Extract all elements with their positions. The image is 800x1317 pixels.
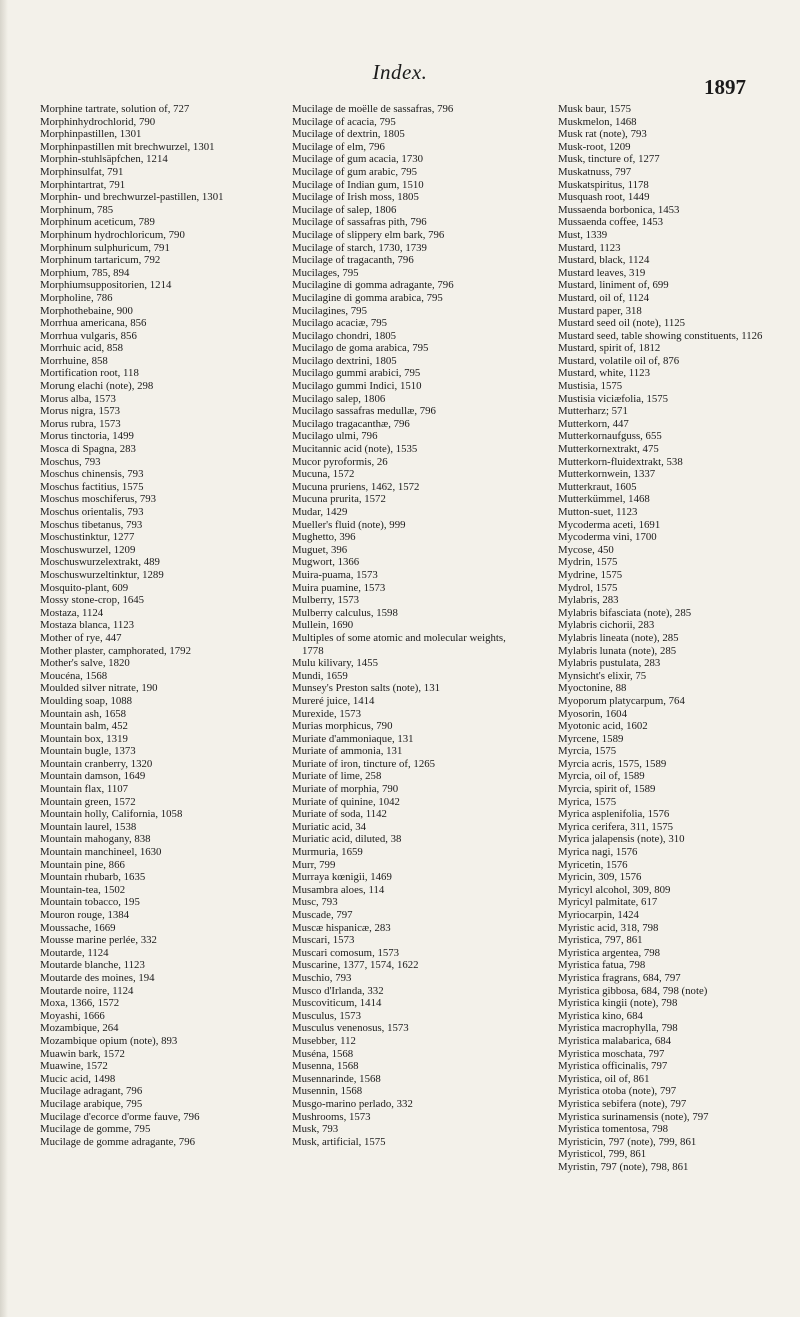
index-entry: Musk, artificial, 1575: [292, 1135, 386, 1148]
index-entry: Mylabris lunata (note), 285: [558, 644, 677, 657]
index-entry: Mucuna pruriens, 1462, 1572: [292, 480, 420, 493]
index-entry: Mucuna, 1572: [292, 468, 355, 481]
index-entry: Mustard leaves, 319: [558, 266, 646, 279]
index-entry: Mother plaster, camphorated, 1792: [40, 644, 191, 657]
index-entry: Myristica macrophylla, 798: [558, 1022, 678, 1035]
index-entry: Muskmelon, 1468: [558, 115, 637, 128]
index-entry: Mountain manchineel, 1630: [40, 846, 162, 859]
index-entry: Moutarde noire, 1124: [40, 984, 134, 997]
index-entry: Munsey's Preston salts (note), 131: [292, 682, 440, 695]
index-entry: Morphinum tartaricum, 792: [40, 254, 161, 267]
index-entry: Murraya kœnigii, 1469: [292, 871, 392, 884]
index-entry: Myristica argentea, 798: [558, 946, 661, 959]
index-entry: Mylabris bifasciata (note), 285: [558, 606, 692, 619]
index-entry: Murias morphicus, 790: [292, 720, 393, 733]
index-entry: Morphintartrat, 791: [40, 178, 126, 191]
index-entry: Moschus factitius, 1575: [40, 480, 144, 493]
index-entry: Mutterkornextrakt, 475: [558, 443, 659, 456]
index-entry: Mountain mahogany, 838: [40, 833, 151, 846]
index-entry: Mueller's fluid (note), 999: [292, 518, 406, 531]
index-entry: Muséna, 1568: [292, 1047, 354, 1060]
index-entry: Musculus venenosus, 1573: [292, 1022, 409, 1035]
index-entry: Mydrin, 1575: [558, 556, 618, 569]
index-entry: Muriatic acid, diluted, 38: [292, 833, 402, 846]
index-entry: Mucilage arabique, 795: [40, 1097, 143, 1110]
index-entry: Mylabris cichorii, 283: [558, 619, 655, 632]
index-entry: Musk baur, 1575: [558, 103, 632, 115]
index-entry: Mureré juice, 1414: [292, 694, 375, 707]
index-entry: Mucilage of tragacanth, 796: [292, 254, 414, 267]
index-entry: Myoctonine, 88: [558, 682, 627, 695]
index-entry: Mozambique opium (note), 893: [40, 1034, 178, 1047]
index-entry: Morrhuine, 858: [40, 354, 108, 367]
index-entry: Muriate of soda, 1142: [292, 808, 387, 821]
index-entry: Mutterkümmel, 1468: [558, 493, 650, 506]
running-title: Index.: [372, 60, 428, 84]
index-entry: Mustisia, 1575: [558, 380, 623, 393]
index-entry: Mucilago ulmi, 796: [292, 430, 378, 443]
index-entry: Mossy stone-crop, 1645: [40, 594, 145, 607]
index-entry: Morphinsulfat, 791: [40, 165, 124, 178]
index-entry: Myotonic acid, 1602: [558, 720, 648, 733]
index-entry: Morphinpastillen mit brechwurzel, 1301: [40, 140, 215, 153]
index-entry: Mucilagine di gomma arabica, 795: [292, 291, 443, 304]
index-entry: Myristica tomentosa, 798: [558, 1123, 669, 1136]
index-entry: Muriate of quinine, 1042: [292, 795, 400, 808]
index-entry: Myricyl alcohol, 309, 809: [558, 883, 671, 896]
index-entry: Mucilagines, 795: [292, 304, 367, 317]
index-entry: Mulberry calculus, 1598: [292, 606, 398, 619]
index-entry: Myristica moschata, 797: [558, 1047, 665, 1060]
index-entry: Murr, 799: [292, 858, 336, 871]
index-entry: Mucilage de moëlle de sassafras, 796: [292, 103, 454, 115]
index-entry: Myristica kingii (note), 798: [558, 997, 678, 1010]
index-entry: Mountain balm, 452: [40, 720, 128, 733]
index-entry: Mucilages, 795: [292, 266, 359, 279]
index-entry: Myristica sebifera (note), 797: [558, 1097, 687, 1110]
index-entry: Myricyl palmitate, 617: [558, 896, 658, 909]
index-entry: Muscari, 1573: [292, 934, 355, 947]
index-entry: Musennarinde, 1568: [292, 1072, 381, 1085]
index-entry: Morung elachi (note), 298: [40, 380, 154, 393]
index-column-2: [292, 103, 527, 1148]
index-entry: Musebber, 112: [292, 1034, 356, 1047]
index-entry: Myrcia, 1575: [558, 745, 617, 758]
index-entry: Mutterkorn-fluidextrakt, 538: [558, 455, 683, 468]
index-entry: Mucilage adragant, 796: [40, 1085, 143, 1098]
index-entry: Mylabris lineata (note), 285: [558, 631, 679, 644]
index-column-1: [40, 103, 270, 1148]
index-entry: Mountain box, 1319: [40, 732, 128, 745]
page-edge-shadow: [0, 0, 8, 1317]
index-entry: Mustard, spirit of, 1812: [558, 342, 661, 355]
index-entry: Moschus, 793: [40, 455, 101, 468]
index-entry: Mucilago acaciæ, 795: [292, 317, 388, 330]
index-entry: Mustard, volatile oil of, 876: [558, 354, 680, 367]
index-entry: Morus nigra, 1573: [40, 405, 121, 418]
index-entry: Mutterkornaufguss, 655: [558, 430, 662, 443]
index-entry: Mountain holly, California, 1058: [40, 808, 183, 821]
index-entry: Muawin bark, 1572: [40, 1047, 125, 1060]
index-entry: Moulding soap, 1088: [40, 694, 133, 707]
index-entry: Myristica kino, 684: [558, 1009, 643, 1022]
index-entry: Mustard, black, 1124: [558, 254, 650, 267]
index-entry: Must, 1339: [558, 228, 608, 241]
index-entry: Mostaza blanca, 1123: [40, 619, 135, 632]
index-entry: Mulu kilivary, 1455: [292, 657, 378, 670]
index-entry: Musk rat (note), 793: [558, 128, 647, 141]
index-entry: Mucor pyroformis, 26: [292, 455, 388, 468]
index-entry: Morphium, 785, 894: [40, 266, 130, 279]
index-entry: Muscoviticum, 1414: [292, 997, 382, 1010]
index-entry: Mustisia viciæfolia, 1575: [558, 392, 669, 405]
index-entry: Mountain tobacco, 195: [40, 896, 140, 909]
index-entry: Myrica jalapensis (note), 310: [558, 833, 685, 846]
index-entry: Mucilago dextrini, 1805: [292, 354, 397, 367]
index-entry: Musk-root, 1209: [558, 140, 631, 153]
index-entry: Myristin, 797 (note), 798, 861: [558, 1160, 689, 1173]
index-entry: Morphinum aceticum, 789: [40, 216, 155, 229]
index-entry: Musennin, 1568: [292, 1085, 363, 1098]
index-entry: Muriate of lime, 258: [292, 770, 382, 783]
page-number: 1897: [704, 75, 746, 99]
index-entry: Muschio, 793: [292, 971, 352, 984]
index-entry: Muriatic acid, 34: [292, 820, 367, 833]
index-entry: Morphinum hydrochloricum, 790: [40, 228, 185, 241]
index-entry: Muscarine, 1377, 1574, 1622: [292, 959, 419, 972]
index-entry: Mylabris, 283: [558, 594, 619, 607]
index-entry: Mucuna prurita, 1572: [292, 493, 386, 506]
index-entry: Mucilago gummi Indici, 1510: [292, 380, 422, 393]
index-entry: Myristica gibbosa, 684, 798 (note): [558, 984, 708, 997]
index-entry: Mutterkraut, 1605: [558, 480, 637, 493]
index-entry: Moulded silver nitrate, 190: [40, 682, 158, 695]
index-entry: Moschus tibetanus, 793: [40, 518, 143, 531]
index-entry: Myricin, 309, 1576: [558, 871, 642, 884]
index-entry: Musquash root, 1449: [558, 191, 650, 204]
index-entry: Mountain damson, 1649: [40, 770, 146, 783]
index-entry: Muscæ hispanicæ, 283: [292, 921, 391, 934]
index-entry: Myoporum platycarpum, 764: [558, 694, 685, 707]
index-entry: Mycoderma aceti, 1691: [558, 518, 661, 531]
index-entry: Myrcene, 1589: [558, 732, 624, 745]
index-entry: Morphin-stuhlsäpfchen, 1214: [40, 153, 168, 166]
index-entry: Mosquito-plant, 609: [40, 581, 129, 594]
index-entry: Mustard seed, table showing constituents, 1126: [558, 329, 763, 342]
index-entry: Morphinpastillen, 1301: [40, 128, 142, 141]
index-entry: Moschus orientalis, 793: [40, 506, 144, 518]
index-entry: Moutarde des moines, 194: [40, 971, 155, 984]
index-entry: Mountain bugle, 1373: [40, 745, 136, 758]
index-entry: Musc, 793: [292, 896, 338, 909]
index-entry: Myristica, oil of, 861: [558, 1072, 650, 1085]
index-entry: Multiples of some atomic and molecular weights, 1778: [292, 631, 506, 657]
index-entry: Moxa, 1366, 1572: [40, 997, 120, 1010]
index-entry: Myristic acid, 318, 798: [558, 921, 659, 934]
index-entry: Morrhua americana, 856: [40, 317, 147, 330]
index-entry: Muscade, 797: [292, 909, 353, 921]
index-entry: Moschus chinensis, 793: [40, 468, 144, 481]
index-entry: Muriate of morphia, 790: [292, 783, 399, 796]
index-entry: Mucilage of Irish moss, 1805: [292, 191, 419, 204]
index-entry: Mountain green, 1572: [40, 795, 136, 808]
index-entry: Mountain-tea, 1502: [40, 883, 126, 896]
index-entry: Mydrine, 1575: [558, 568, 623, 581]
index-entry: Muriate of iron, tincture of, 1265: [292, 757, 436, 770]
index-entry: Mucilage d'ecorce d'orme fauve, 796: [40, 1110, 200, 1123]
index-entry: Musk, 793: [292, 1123, 339, 1136]
index-entry: Myrica nagi, 1576: [558, 846, 638, 859]
index-entry: Mucilago sassafras medullæ, 796: [292, 405, 436, 418]
index-entry: Mucilage of elm, 796: [292, 140, 385, 153]
index-entry: Mylabris pustulata, 283: [558, 657, 661, 670]
index-entry: Mozambique, 264: [40, 1022, 119, 1035]
index-entry: Mutterharz; 571: [558, 405, 628, 418]
index-entry: Mucilage of sassafras pith, 796: [292, 216, 427, 229]
index-entry: Mucilage of salep, 1806: [292, 203, 397, 216]
index-entry: Mortification root, 118: [40, 367, 139, 380]
index-entry: Mousse marine perlée, 332: [40, 934, 157, 947]
index-entry: Mugwort, 1366: [292, 556, 360, 569]
index-entry: Morus alba, 1573: [40, 392, 116, 405]
index-entry: Morphinhydrochlorid, 790: [40, 115, 156, 128]
index-entry: Myristica otoba (note), 797: [558, 1085, 677, 1098]
index-entry: Mycose, 450: [558, 543, 614, 556]
index-entry: Mustard, oil of, 1124: [558, 291, 650, 304]
index-entry: Muguet, 396: [292, 543, 348, 556]
index-entry: Mountain cranberry, 1320: [40, 757, 153, 770]
index-entry: Mutterkorn, 447: [558, 417, 629, 430]
index-entry: Mydrol, 1575: [558, 581, 618, 594]
page-header: [0, 0, 800, 110]
index-entry: Mulberry, 1573: [292, 594, 360, 607]
index-entry: Mustard, liniment of, 699: [558, 279, 669, 292]
index-entry: Mother's salve, 1820: [40, 657, 130, 670]
index-entry: Mudar, 1429: [292, 506, 348, 518]
index-entry: Mosca di Spagna, 283: [40, 443, 136, 456]
index-entry: Myrcia, oil of, 1589: [558, 770, 645, 783]
index-entry: Myosorin, 1604: [558, 707, 627, 720]
index-entry: Mountain rhubarb, 1635: [40, 871, 146, 884]
index-entry: Mucilage of starch, 1730, 1739: [292, 241, 427, 254]
index-entry: Mutton-suet, 1123: [558, 506, 638, 518]
index-entry: Morphiumsuppositorien, 1214: [40, 279, 172, 292]
index-entry: Mountain flax, 1107: [40, 783, 129, 796]
index-entry: Muriate of ammonia, 131: [292, 745, 403, 758]
index-entry: Mother of rye, 447: [40, 631, 122, 644]
index-entry: Morrhua vulgaris, 856: [40, 329, 137, 342]
index-entry: Mushrooms, 1573: [292, 1110, 371, 1123]
index-entry: Mountain pine, 866: [40, 858, 125, 871]
index-entry: Moschuswurzeltinktur, 1289: [40, 568, 164, 581]
index-entry: Moschustinktur, 1277: [40, 531, 135, 544]
index-entry: Mussaenda borbonica, 1453: [558, 203, 680, 216]
index-entry: Muira-puama, 1573: [292, 568, 378, 581]
index-entry: Mynsicht's elixir, 75: [558, 669, 647, 682]
index-entry: Mountain ash, 1658: [40, 707, 127, 720]
index-entry: Mucilage of slippery elm bark, 796: [292, 228, 445, 241]
index-entry: Mucilage de gomme adragante, 796: [40, 1135, 195, 1148]
index-entry: Murmuria, 1659: [292, 846, 363, 859]
index-entry: Mucilage of gum acacia, 1730: [292, 153, 424, 166]
index-entry: Myrcia, spirit of, 1589: [558, 783, 656, 796]
index-entry: Mycoderma vini, 1700: [558, 531, 657, 544]
index-entry: Morus rubra, 1573: [40, 417, 121, 430]
index-entry: Mucilago tragacanthæ, 796: [292, 417, 410, 430]
index-entry: Mucilago salep, 1806: [292, 392, 386, 405]
index-entry: Mucilage of Indian gum, 1510: [292, 178, 424, 191]
index-entry: Mostaza, 1124: [40, 606, 104, 619]
index-entry: Musco d'Irlanda, 332: [292, 984, 384, 997]
index-entry: Mountain laurel, 1538: [40, 820, 137, 833]
index-entry: Mussaenda coffee, 1453: [558, 216, 664, 229]
index-entry: Mutterkornwein, 1337: [558, 468, 656, 481]
index-entry: Myristica, 797, 861: [558, 934, 643, 947]
index-entry: Myristica fatua, 798: [558, 959, 646, 972]
index-entry: Mucitannic acid (note), 1535: [292, 443, 418, 456]
index-entry: Myristica officinalis, 797: [558, 1060, 668, 1073]
index-entry: Myrica cerifera, 311, 1575: [558, 820, 674, 833]
index-entry: Muskatnuss, 797: [558, 165, 632, 178]
index-entry: Muawine, 1572: [40, 1060, 108, 1073]
index-entry: Mundi, 1659: [292, 669, 348, 682]
index-entry: Mucilage of acacia, 795: [292, 115, 396, 128]
index-entry: Muskatspiritus, 1178: [558, 178, 649, 191]
index-entry: Musambra aloes, 114: [292, 883, 385, 896]
index-entry: Moutarde, 1124: [40, 946, 109, 959]
index-entry: Myrcia acris, 1575, 1589: [558, 757, 667, 770]
index-entry: Morphin- und brechwurzel-pastillen, 1301: [40, 191, 224, 204]
index-entry: Mucic acid, 1498: [40, 1072, 116, 1085]
index-entry: Morpholine, 786: [40, 291, 113, 304]
index-entry: Morphinum, 785: [40, 203, 114, 216]
index-entry: Myristica malabarica, 684: [558, 1034, 672, 1047]
index-entry: Mustard, white, 1123: [558, 367, 650, 380]
index-entry: Morphinum sulphuricum, 791: [40, 241, 170, 254]
index-entry: Mustard, 1123: [558, 241, 621, 254]
index-entry: Moucéna, 1568: [40, 669, 108, 682]
index-entry: Myristicol, 799, 861: [558, 1148, 647, 1161]
index-entry: Muira puamine, 1573: [292, 581, 386, 594]
index-entry: Myristicin, 797 (note), 799, 861: [558, 1135, 697, 1148]
index-entry: Moutarde blanche, 1123: [40, 959, 145, 972]
index-entry: Moschus moschiferus, 793: [40, 493, 157, 506]
index-entry: Myristica fragrans, 684, 797: [558, 971, 681, 984]
index-entry: Mucilago gummi arabici, 795: [292, 367, 421, 380]
index-entry: Morrhuic acid, 858: [40, 342, 124, 355]
index-entry: Mucilago de goma arabica, 795: [292, 342, 429, 355]
index-entry: Moussache, 1669: [40, 921, 116, 934]
index-entry: Mughetto, 396: [292, 531, 356, 544]
index-entry: Mustard seed oil (note), 1125: [558, 317, 686, 330]
index-entry: Moschuswurzelextrakt, 489: [40, 556, 160, 569]
index-entry: Musgo-marino perlado, 332: [292, 1097, 413, 1110]
index-entry: Murexide, 1573: [292, 707, 361, 720]
index-entry: Mullein, 1690: [292, 619, 354, 632]
index-entry: Moyashi, 1666: [40, 1009, 105, 1022]
index-entry: Morus tinctoria, 1499: [40, 430, 134, 443]
index-entry: Muscari comosum, 1573: [292, 946, 400, 959]
index-entry: Moschuswurzel, 1209: [40, 543, 136, 556]
index-entry: Mustard paper, 318: [558, 304, 642, 317]
index-entry: Mucilage of dextrin, 1805: [292, 128, 405, 141]
index-column-3: [558, 103, 794, 1173]
index-entry: Muriate d'ammoniaque, 131: [292, 732, 414, 745]
index-entry: Morphine tartrate, solution of, 727: [40, 103, 190, 115]
index-entry: Mucilage de gomme, 795: [40, 1123, 151, 1136]
index-entry: Musculus, 1573: [292, 1009, 361, 1022]
index-entry: Myristica surinamensis (note), 797: [558, 1110, 709, 1123]
index-entry: Myrica asplenifolia, 1576: [558, 808, 670, 821]
index-entry: Myrica, 1575: [558, 795, 617, 808]
index-entry: Musk, tincture of, 1277: [558, 153, 660, 166]
index-entry: Mucilagine di gomma adragante, 796: [292, 279, 454, 292]
index-entry: Mucilage of gum arabic, 795: [292, 165, 418, 178]
index-entry: Myricetin, 1576: [558, 858, 628, 871]
index-entry: Morphothebaine, 900: [40, 304, 133, 317]
index-entry: Mucilago chondri, 1805: [292, 329, 397, 342]
index-entry: Mouron rouge, 1384: [40, 909, 130, 921]
index-entry: Musenna, 1568: [292, 1060, 359, 1073]
index-entry: Myriocarpin, 1424: [558, 909, 639, 921]
